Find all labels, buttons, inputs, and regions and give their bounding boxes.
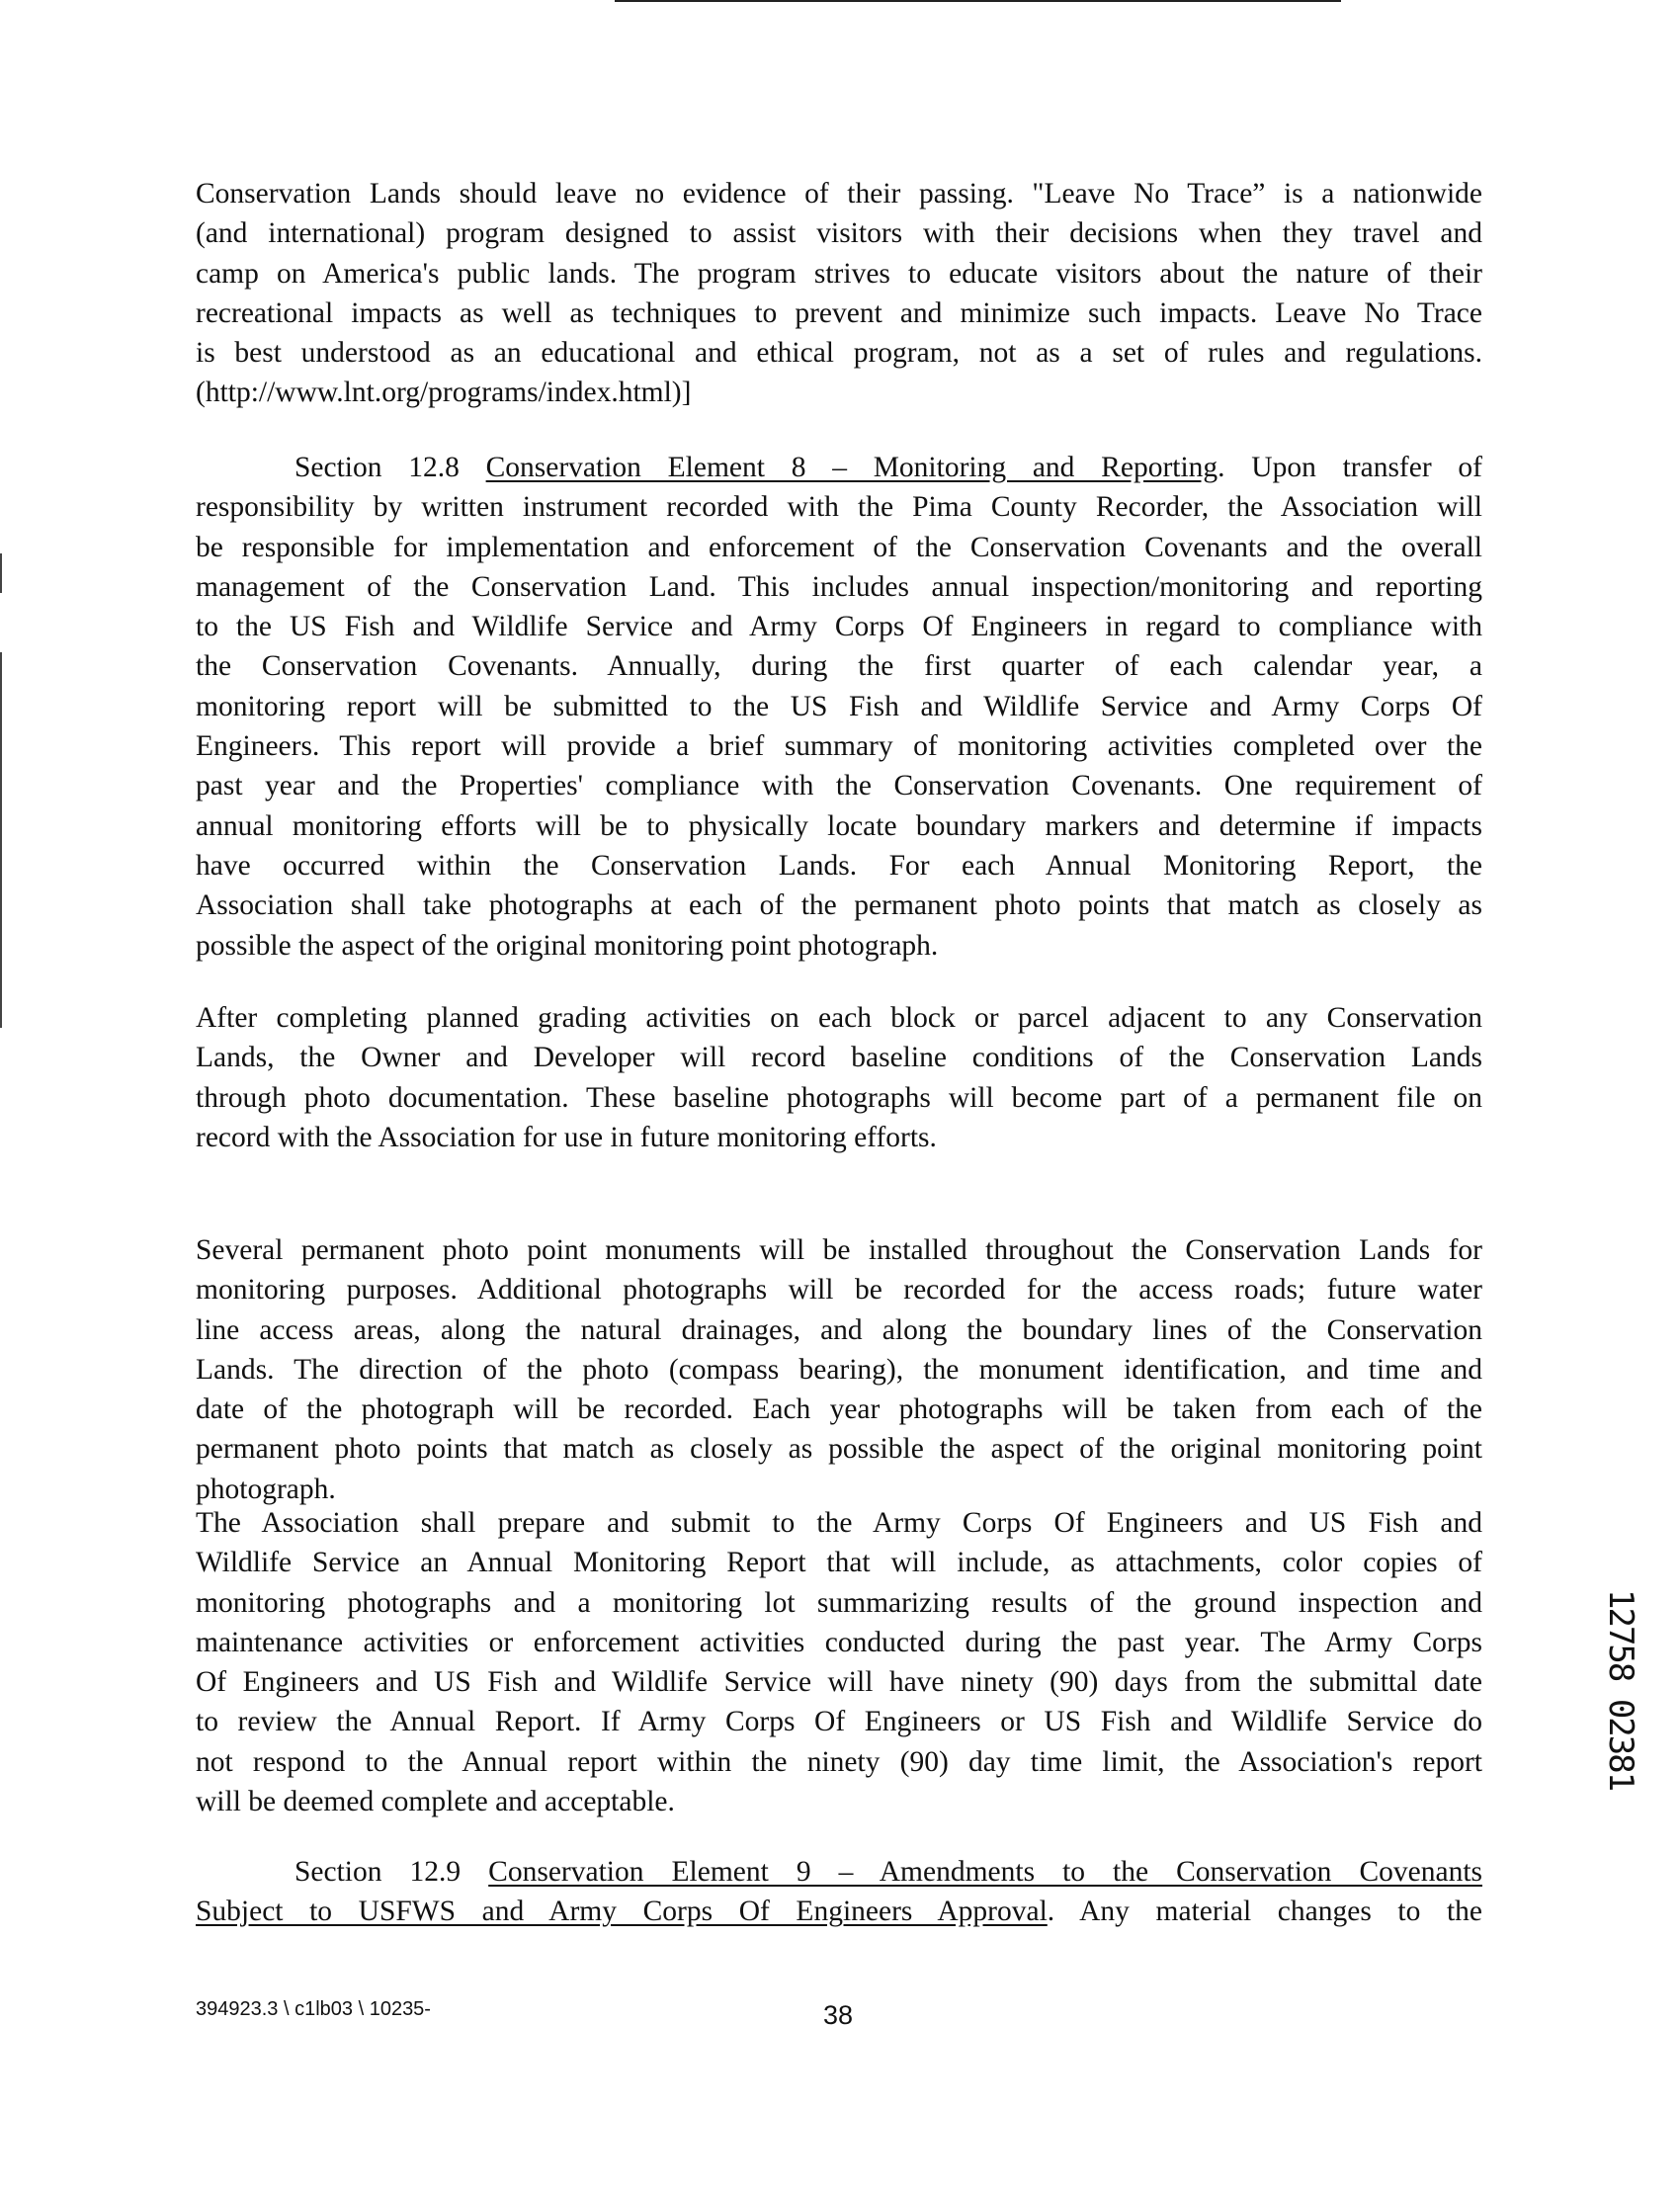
paragraph	[196, 1230, 1482, 1509]
text-run: After completing planned grading activities on each block or parcel adjacent to any Conservation	[196, 1002, 1482, 1034]
text-run: camp on America's public lands. The program strives to educate visitors about the nature of their	[196, 257, 1482, 290]
section-heading: Conservation Element 8 – Monitoring and Reporting	[485, 452, 1218, 483]
text-run: record with the Association for use in future monitoring efforts.	[196, 1121, 937, 1153]
text-run: the Conservation Covenants. Annually, during the first quarter of each calendar year, a	[196, 650, 1482, 683]
text-run: date of the photograph will be recorded. Each year photographs will be taken from each of the	[196, 1393, 1482, 1426]
text-line	[196, 926, 1482, 966]
text-line	[196, 487, 1482, 527]
text-run: maintenance activities or enforcement activities conducted during the past year. The Army Corps	[196, 1626, 1482, 1658]
text-run: Lands, the Owner and Developer will record baseline conditions of the Conservation Lands	[196, 1042, 1482, 1074]
text-run: past year and the Properties' compliance with the Conservation Covenants. One requirement of	[196, 770, 1482, 802]
text-line	[196, 766, 1482, 805]
text-line	[196, 607, 1482, 646]
text-run: Of Engineers and US Fish and Wildlife Service will have ninety (90) days from the submittal date	[196, 1666, 1482, 1699]
paragraph	[196, 998, 1482, 1157]
text-run: monitoring report will be submitted to the US Fish and Wildlife Service and Army Corps Of	[196, 690, 1482, 722]
text-line	[196, 1118, 1482, 1157]
bates-stamp: 12758 02381	[1601, 1589, 1640, 1791]
text-line	[196, 998, 1482, 1038]
text-run: (http://www.lnt.org/programs/index.html)]	[196, 377, 692, 409]
text-line	[196, 1742, 1482, 1782]
paragraph	[196, 1852, 1482, 1932]
text-line	[196, 254, 1482, 294]
text-run: Engineers. This report will provide a brief summary of monitoring activities completed over the	[196, 730, 1482, 763]
text-run: The Association shall prepare and submit to the Army Corps Of Engineers and US Fish and	[196, 1507, 1482, 1539]
text-run: photograph.	[196, 1473, 336, 1505]
text-line	[196, 1892, 1482, 1931]
text-line	[196, 806, 1482, 846]
text-line	[196, 294, 1482, 333]
scan-edge-mark	[0, 553, 2, 593]
text-run: Section 12.9	[294, 1856, 489, 1888]
text-line	[196, 1230, 1482, 1270]
text-run: possible the aspect of the original monitoring point photograph.	[196, 929, 939, 962]
text-line	[196, 1543, 1482, 1582]
text-line	[196, 846, 1482, 885]
paragraph	[196, 1503, 1482, 1821]
text-line	[196, 1270, 1482, 1309]
text-line	[196, 1852, 1482, 1892]
text-line	[196, 687, 1482, 726]
scan-edge-mark	[0, 652, 2, 1028]
text-run: have occurred within the Conservation Lands. For each Annual Monitoring Report, the	[196, 849, 1482, 882]
text-run: . Upon transfer of	[1218, 452, 1482, 483]
text-line	[196, 567, 1482, 607]
text-run: through photo documentation. These baseline photographs will become part of a permanent file on	[196, 1081, 1482, 1114]
text-run: to the US Fish and Wildlife Service and Army Corps Of Engineers in regard to compliance with	[196, 611, 1482, 643]
top-rule	[615, 0, 1341, 2]
text-line	[196, 1310, 1482, 1350]
text-run: Section 12.8	[294, 452, 486, 483]
text-run: management of the Conservation Land. This includes annual inspection/monitoring and reporting	[196, 570, 1482, 603]
text-line	[196, 885, 1482, 925]
text-line	[196, 1583, 1482, 1623]
paragraph	[196, 448, 1482, 966]
text-line	[196, 1429, 1482, 1469]
text-line	[196, 646, 1482, 686]
text-line	[196, 528, 1482, 567]
text-run: line access areas, along the natural drainages, and along the boundary lines of the Conservation	[196, 1313, 1482, 1346]
text-line	[196, 448, 1482, 487]
text-line	[196, 1350, 1482, 1390]
text-line	[196, 1390, 1482, 1429]
text-run: Association shall take photographs at each of the permanent photo points that match as closely as	[196, 889, 1482, 922]
text-run: recreational impacts as well as techniques to prevent and minimize such impacts. Leave No Trace	[196, 296, 1482, 329]
text-run: (and international) program designed to assist visitors with their decisions when they travel and	[196, 217, 1482, 250]
text-run: annual monitoring efforts will be to physically locate boundary markers and determine if impacts	[196, 809, 1482, 842]
page-number: 38	[823, 2000, 854, 2030]
text-run: be responsible for implementation and enforcement of the Conservation Covenants and the overall	[196, 531, 1482, 563]
text-line	[196, 1078, 1482, 1118]
text-run: Conservation Lands should leave no evidence of their passing. "Leave No Trace” is a nationwide	[196, 178, 1482, 210]
text-line	[196, 1623, 1482, 1662]
text-line	[196, 1038, 1482, 1077]
text-line	[196, 1782, 1482, 1821]
text-run: . Any material changes to the	[1047, 1896, 1482, 1928]
text-run: monitoring photographs and a monitoring lot summarizing results of the ground inspection and	[196, 1586, 1482, 1619]
section-heading: Conservation Element 9 – Amendments to the Conservation Covenants	[488, 1856, 1482, 1888]
footer-document-id: 394923.3 \ c1lb03 \ 10235-	[196, 1998, 431, 2020]
text-run: not respond to the Annual report within the ninety (90) day time limit, the Association's report	[196, 1745, 1482, 1778]
text-line	[196, 1503, 1482, 1543]
text-line	[196, 213, 1482, 253]
text-run: is best understood as an educational and ethical program, not as a set of rules and regulations.	[196, 337, 1482, 370]
text-line	[196, 1702, 1482, 1741]
text-line	[196, 373, 1482, 412]
paragraph	[196, 174, 1482, 413]
text-run: permanent photo points that match as closely as possible the aspect of the original monitoring point	[196, 1433, 1482, 1466]
text-line	[196, 174, 1482, 213]
text-run: will be deemed complete and acceptable.	[196, 1786, 675, 1818]
section-heading: Subject to USFWS and Army Corps Of Engineers Approval	[196, 1896, 1048, 1928]
text-run: responsibility by written instrument recorded with the Pima County Recorder, the Association will	[196, 491, 1482, 524]
text-run: to review the Annual Report. If Army Corps Of Engineers or US Fish and Wildlife Service do	[196, 1706, 1482, 1738]
text-run: Wildlife Service an Annual Monitoring Report that will include, as attachments, color copies of	[196, 1547, 1482, 1579]
text-run: monitoring purposes. Additional photographs will be recorded for the access roads; future water	[196, 1274, 1482, 1307]
text-line	[196, 333, 1482, 373]
text-run: Lands. The direction of the photo (compass bearing), the monument identification, and time and	[196, 1353, 1482, 1386]
text-line	[196, 726, 1482, 766]
text-run: Several permanent photo point monuments will be installed throughout the Conservation Lands for	[196, 1234, 1482, 1266]
text-line	[196, 1662, 1482, 1702]
